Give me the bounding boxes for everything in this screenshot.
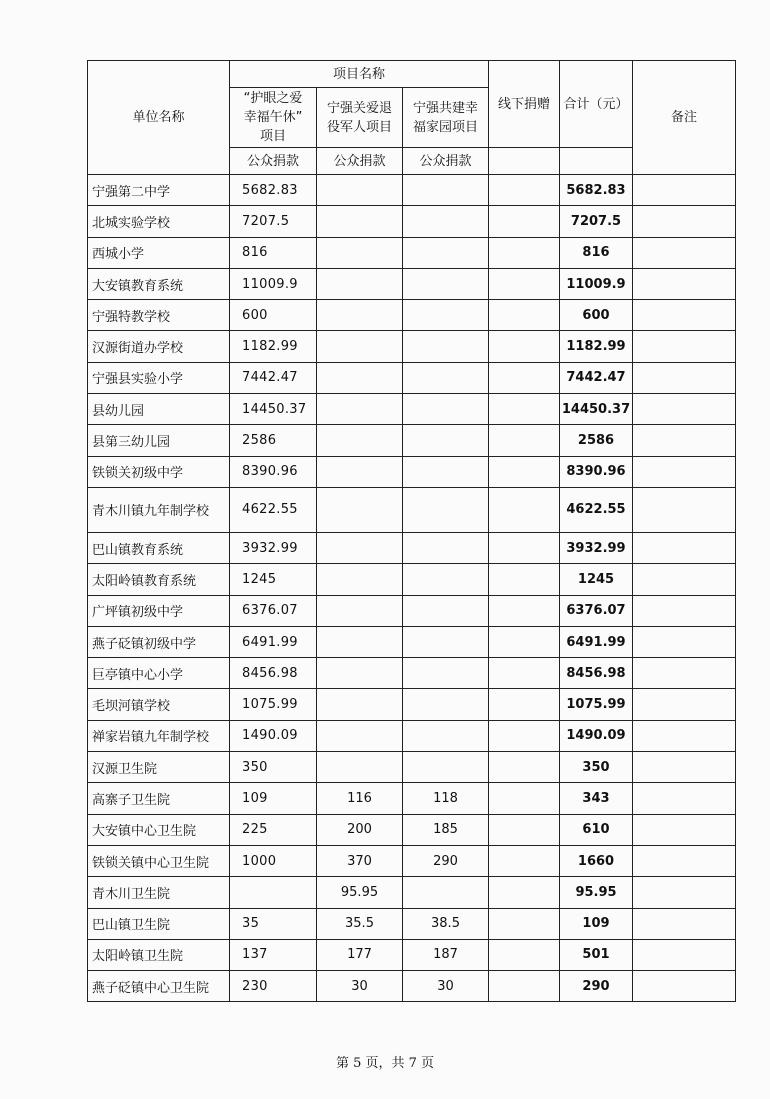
project-2-cell [317, 237, 403, 268]
project-2-cell: 177 [317, 939, 403, 970]
project-1-cell: 3932.99 [230, 532, 317, 563]
offline-cell [489, 689, 560, 720]
project-2-cell [317, 456, 403, 487]
header-project-3 [403, 88, 489, 148]
unit-name-cell: 西城小学 [88, 237, 230, 268]
project-2-cell: 30 [317, 971, 403, 1002]
project-3-cell [403, 175, 489, 206]
project-2-cell [317, 689, 403, 720]
project-1-cell: 6491.99 [230, 626, 317, 657]
total-cell: 501 [560, 939, 633, 970]
total-cell: 600 [560, 300, 633, 331]
offline-cell [489, 971, 560, 1002]
header-public-donation-3: 公众捐款 [403, 148, 489, 175]
table-row [88, 939, 736, 970]
unit-name-cell: 禅家岩镇九年制学校 [88, 720, 230, 751]
total-cell: 1660 [560, 845, 633, 876]
unit-name-cell: 宁强特教学校 [88, 300, 230, 331]
project-2-cell: 116 [317, 783, 403, 814]
header-offline-sub [489, 148, 560, 175]
total-cell: 1075.99 [560, 689, 633, 720]
project-2-cell: 200 [317, 814, 403, 845]
project-2-cell [317, 595, 403, 626]
offline-cell [489, 564, 560, 595]
project-3-cell [403, 689, 489, 720]
offline-cell [489, 237, 560, 268]
offline-cell [489, 783, 560, 814]
offline-cell [489, 658, 560, 689]
unit-name-cell: 汉源街道办学校 [88, 331, 230, 362]
unit-name-cell: 青木川镇九年制学校 [88, 487, 230, 532]
remark-cell [633, 564, 736, 595]
project-3-cell: 30 [403, 971, 489, 1002]
unit-name-cell: 青木川卫生院 [88, 877, 230, 908]
project-3-cell [403, 300, 489, 331]
project-1-cell: 5682.83 [230, 175, 317, 206]
project-1-cell: 8456.98 [230, 658, 317, 689]
remark-cell [633, 362, 736, 393]
unit-name-cell: 太阳岭镇教育系统 [88, 564, 230, 595]
project-2-cell [317, 487, 403, 532]
offline-cell [489, 720, 560, 751]
remark-cell [633, 331, 736, 362]
remark-cell [633, 971, 736, 1002]
offline-cell [489, 456, 560, 487]
project-1-cell: 35 [230, 908, 317, 939]
remark-cell [633, 595, 736, 626]
table-row [88, 752, 736, 783]
remark-cell [633, 626, 736, 657]
unit-name-cell: 北城实验学校 [88, 206, 230, 237]
offline-cell [489, 939, 560, 970]
table-row [88, 658, 736, 689]
unit-name-cell: 铁锁关初级中学 [88, 456, 230, 487]
remark-cell [633, 877, 736, 908]
project-3-cell [403, 720, 489, 751]
offline-cell [489, 814, 560, 845]
project-3-cell: 118 [403, 783, 489, 814]
header-project-3-line1: 宁强共建幸 [412, 100, 478, 116]
total-cell: 6376.07 [560, 595, 633, 626]
unit-name-cell: 燕子砭镇中心卫生院 [88, 971, 230, 1002]
header-project-1-line1: “护眼之爱 [243, 91, 303, 106]
project-2-cell: 35.5 [317, 908, 403, 939]
project-1-cell [230, 877, 317, 908]
project-3-cell [403, 268, 489, 299]
table-row [88, 595, 736, 626]
unit-name-cell: 巨亭镇中心小学 [88, 658, 230, 689]
total-cell: 109 [560, 908, 633, 939]
project-2-cell [317, 268, 403, 299]
project-3-cell [403, 237, 489, 268]
project-2-cell: 370 [317, 845, 403, 876]
offline-cell [489, 752, 560, 783]
offline-cell [489, 206, 560, 237]
table-row [88, 908, 736, 939]
header-total-sub [560, 148, 633, 175]
remark-cell [633, 237, 736, 268]
header-remark: 备注 [633, 61, 736, 175]
remark-cell [633, 908, 736, 939]
total-cell: 95.95 [560, 877, 633, 908]
total-cell: 350 [560, 752, 633, 783]
project-3-cell [403, 362, 489, 393]
remark-cell [633, 658, 736, 689]
unit-name-cell: 广坪镇初级中学 [88, 595, 230, 626]
header-project-2 [317, 88, 403, 148]
table-row [88, 206, 736, 237]
project-1-cell: 7207.5 [230, 206, 317, 237]
project-2-cell: 95.95 [317, 877, 403, 908]
remark-cell [633, 425, 736, 456]
project-1-cell: 816 [230, 237, 317, 268]
project-2-cell [317, 206, 403, 237]
total-cell: 610 [560, 814, 633, 845]
unit-name-cell: 汉源卫生院 [88, 752, 230, 783]
project-2-cell [317, 175, 403, 206]
project-1-cell: 6376.07 [230, 595, 317, 626]
project-3-cell [403, 752, 489, 783]
total-cell: 2586 [560, 425, 633, 456]
total-cell: 8456.98 [560, 658, 633, 689]
table-row [88, 300, 736, 331]
header-public-donation-1: 公众捐款 [230, 148, 317, 175]
header-offline: 线下捐赠 [489, 61, 560, 148]
table-row [88, 362, 736, 393]
total-cell: 6491.99 [560, 626, 633, 657]
project-3-cell [403, 595, 489, 626]
total-cell: 3932.99 [560, 532, 633, 563]
header-total: 合计（元） [560, 61, 633, 148]
table-body [88, 175, 736, 1002]
table-row [88, 487, 736, 532]
table-row [88, 425, 736, 456]
project-2-cell [317, 752, 403, 783]
project-1-cell: 600 [230, 300, 317, 331]
table-row [88, 626, 736, 657]
table-row [88, 720, 736, 751]
unit-name-cell: 太阳岭镇卫生院 [88, 939, 230, 970]
total-cell: 11009.9 [560, 268, 633, 299]
project-1-cell: 4622.55 [230, 487, 317, 532]
total-cell: 343 [560, 783, 633, 814]
project-3-cell [403, 626, 489, 657]
header-project-group: 项目名称 [230, 61, 489, 88]
offline-cell [489, 908, 560, 939]
table-row [88, 689, 736, 720]
offline-cell [489, 394, 560, 425]
offline-cell [489, 362, 560, 393]
table-row [88, 564, 736, 595]
donation-table [87, 60, 736, 1002]
project-2-cell [317, 331, 403, 362]
remark-cell [633, 752, 736, 783]
offline-cell [489, 877, 560, 908]
project-2-cell [317, 658, 403, 689]
project-1-cell: 8390.96 [230, 456, 317, 487]
project-3-cell [403, 456, 489, 487]
unit-name-cell: 毛坝河镇学校 [88, 689, 230, 720]
header-project-1-line3: 项目 [259, 129, 286, 144]
project-2-cell [317, 720, 403, 751]
project-2-cell [317, 626, 403, 657]
table-row [88, 456, 736, 487]
unit-name-cell: 巴山镇卫生院 [88, 908, 230, 939]
project-1-cell: 14450.37 [230, 394, 317, 425]
header-project-1 [230, 88, 317, 148]
total-cell: 5682.83 [560, 175, 633, 206]
unit-name-cell: 铁锁关镇中心卫生院 [88, 845, 230, 876]
unit-name-cell: 县第三幼儿园 [88, 425, 230, 456]
header-project-2-line2: 役军人项目 [326, 119, 392, 135]
remark-cell [633, 456, 736, 487]
project-3-cell [403, 394, 489, 425]
total-cell: 1245 [560, 564, 633, 595]
project-2-cell [317, 532, 403, 563]
header-public-donation-2: 公众捐款 [317, 148, 403, 175]
remark-cell [633, 487, 736, 532]
total-cell: 816 [560, 237, 633, 268]
unit-name-cell: 巴山镇教育系统 [88, 532, 230, 563]
table-row [88, 394, 736, 425]
project-3-cell [403, 532, 489, 563]
offline-cell [489, 331, 560, 362]
unit-name-cell: 燕子砭镇初级中学 [88, 626, 230, 657]
remark-cell [633, 939, 736, 970]
project-1-cell: 350 [230, 752, 317, 783]
project-1-cell: 230 [230, 971, 317, 1002]
total-cell: 290 [560, 971, 633, 1002]
project-3-cell [403, 425, 489, 456]
table-row [88, 237, 736, 268]
offline-cell [489, 845, 560, 876]
remark-cell [633, 845, 736, 876]
project-3-cell: 187 [403, 939, 489, 970]
offline-cell [489, 626, 560, 657]
header-project-3-line2: 福家园项目 [412, 119, 478, 135]
unit-name-cell: 宁强第二中学 [88, 175, 230, 206]
table-row [88, 877, 736, 908]
table-row [88, 971, 736, 1002]
table-row [88, 783, 736, 814]
project-1-cell: 2586 [230, 425, 317, 456]
project-3-cell [403, 877, 489, 908]
remark-cell [633, 175, 736, 206]
remark-cell [633, 783, 736, 814]
total-cell: 7207.5 [560, 206, 633, 237]
offline-cell [489, 487, 560, 532]
project-2-cell [317, 300, 403, 331]
offline-cell [489, 300, 560, 331]
offline-cell [489, 532, 560, 563]
header-unit: 单位名称 [88, 61, 230, 175]
table-row [88, 175, 736, 206]
project-1-cell: 7442.47 [230, 362, 317, 393]
remark-cell [633, 300, 736, 331]
offline-cell [489, 268, 560, 299]
header-project-2-line1: 宁强关爱退 [326, 100, 392, 116]
project-3-cell: 185 [403, 814, 489, 845]
remark-cell [633, 206, 736, 237]
total-cell: 8390.96 [560, 456, 633, 487]
table-row [88, 331, 736, 362]
project-2-cell [317, 362, 403, 393]
total-cell: 7442.47 [560, 362, 633, 393]
project-1-cell: 1182.99 [230, 331, 317, 362]
remark-cell [633, 532, 736, 563]
remark-cell [633, 689, 736, 720]
unit-name-cell: 大安镇中心卫生院 [88, 814, 230, 845]
project-1-cell: 1000 [230, 845, 317, 876]
project-1-cell: 1075.99 [230, 689, 317, 720]
page-number: 第 5 页，共 7 页 [335, 1056, 435, 1071]
table-row [88, 845, 736, 876]
header-project-1-line2: 幸福午休” [243, 110, 303, 125]
offline-cell [489, 595, 560, 626]
total-cell: 4622.55 [560, 487, 633, 532]
project-3-cell [403, 331, 489, 362]
table-row [88, 268, 736, 299]
unit-name-cell: 大安镇教育系统 [88, 268, 230, 299]
remark-cell [633, 720, 736, 751]
project-1-cell: 137 [230, 939, 317, 970]
total-cell: 14450.37 [560, 394, 633, 425]
unit-name-cell: 县幼儿园 [88, 394, 230, 425]
project-2-cell [317, 564, 403, 595]
project-3-cell [403, 206, 489, 237]
total-cell: 1490.09 [560, 720, 633, 751]
project-3-cell [403, 658, 489, 689]
remark-cell [633, 394, 736, 425]
offline-cell [489, 425, 560, 456]
unit-name-cell: 宁强县实验小学 [88, 362, 230, 393]
table-row [88, 814, 736, 845]
remark-cell [633, 268, 736, 299]
unit-name-cell: 高寨子卫生院 [88, 783, 230, 814]
project-1-cell: 11009.9 [230, 268, 317, 299]
project-3-cell [403, 564, 489, 595]
project-3-cell: 38.5 [403, 908, 489, 939]
project-1-cell: 225 [230, 814, 317, 845]
offline-cell [489, 175, 560, 206]
total-cell: 1182.99 [560, 331, 633, 362]
project-1-cell: 1490.09 [230, 720, 317, 751]
project-2-cell [317, 425, 403, 456]
table-row [88, 532, 736, 563]
project-3-cell: 290 [403, 845, 489, 876]
project-2-cell [317, 394, 403, 425]
project-1-cell: 1245 [230, 564, 317, 595]
project-3-cell [403, 487, 489, 532]
project-1-cell: 109 [230, 783, 317, 814]
remark-cell [633, 814, 736, 845]
